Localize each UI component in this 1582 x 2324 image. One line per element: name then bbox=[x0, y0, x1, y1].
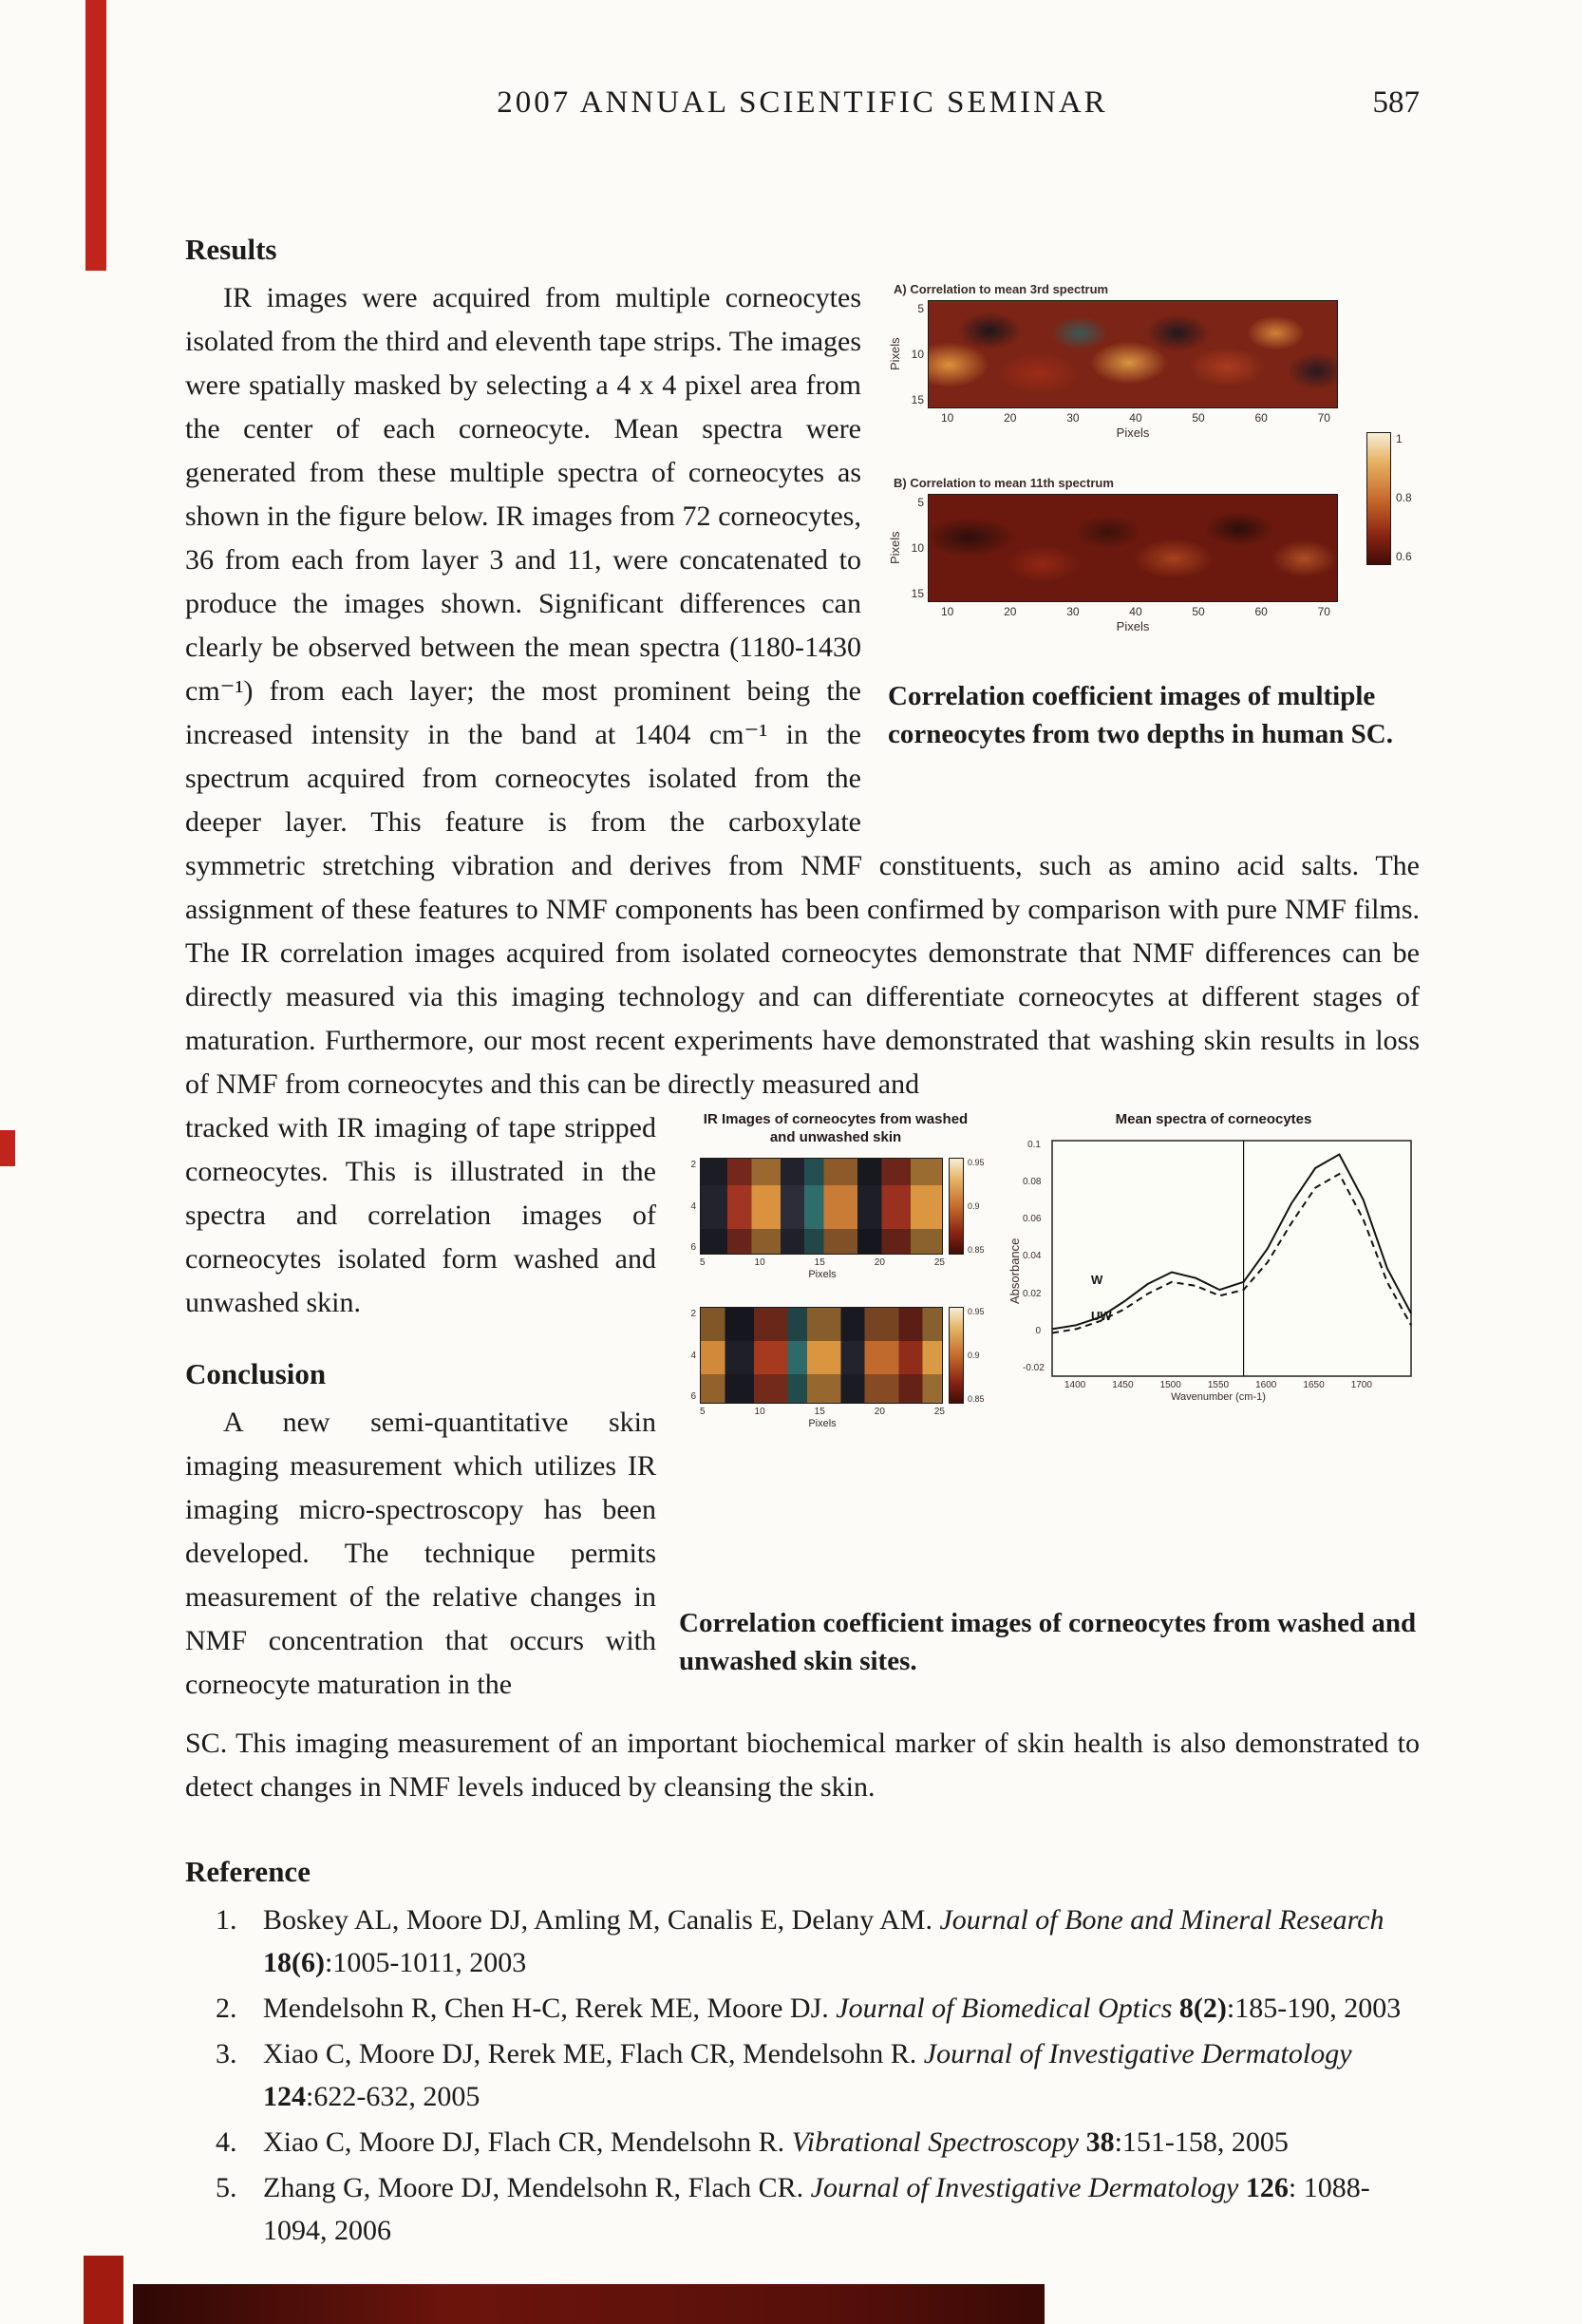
reference-pages: :622-632, 2005 bbox=[306, 2081, 480, 2112]
unwashed-colorbar bbox=[949, 1307, 964, 1404]
unwashed-colorbar-ticks bbox=[964, 1307, 992, 1404]
tick-label: -0.02 bbox=[1023, 1362, 1045, 1373]
page-header bbox=[185, 85, 1420, 121]
washed-curve-label: W bbox=[1091, 1273, 1103, 1287]
tick-label: 10 bbox=[941, 411, 954, 425]
figure1-colorbar bbox=[1366, 432, 1420, 563]
tick-label: 50 bbox=[1192, 411, 1205, 425]
reference-item bbox=[185, 1899, 1420, 1984]
reference-journal: Vibrational Spectroscopy bbox=[791, 2126, 1080, 2158]
reference-text bbox=[263, 2166, 1420, 2252]
unwashed-curve-label: UW bbox=[1091, 1309, 1112, 1323]
seminar-title: 2007 ANNUAL SCIENTIFIC SEMINAR bbox=[497, 85, 1108, 120]
tick-label: 0.04 bbox=[1023, 1251, 1042, 1262]
tick-label: 10 bbox=[754, 1407, 765, 1417]
tick-label: 20 bbox=[874, 1407, 885, 1417]
reference-volume: 18(6) bbox=[263, 1947, 325, 1978]
results-heading: Results bbox=[185, 233, 277, 266]
tick-label: 6 bbox=[690, 1242, 696, 1253]
reference-volume: 38 bbox=[1079, 2126, 1115, 2158]
reference-authors: Xiao C, Moore DJ, Flach CR, Mendelsohn R. bbox=[263, 2126, 792, 2158]
tick-label: 40 bbox=[1129, 605, 1142, 618]
tick-label: 1700 bbox=[1350, 1380, 1372, 1390]
tick-label: 0.02 bbox=[1023, 1288, 1042, 1299]
reference-text bbox=[263, 2121, 1420, 2163]
reference-pages: :151-158, 2005 bbox=[1114, 2126, 1289, 2158]
correlation-heatmap-layer11 bbox=[928, 494, 1338, 602]
panel-a-xlabel: Pixels bbox=[1116, 425, 1150, 440]
washed-colorbar bbox=[949, 1158, 964, 1255]
spectra-ylabel: Absorbance bbox=[1008, 1238, 1022, 1305]
reference-text bbox=[263, 1899, 1420, 1984]
tick-label: 25 bbox=[933, 1407, 945, 1417]
washed-strip-block bbox=[679, 1158, 992, 1280]
reference-list bbox=[185, 1899, 1420, 2252]
tick-label: 60 bbox=[1254, 605, 1268, 618]
tick-label: 0.06 bbox=[1023, 1214, 1042, 1225]
unwashed-xticks bbox=[700, 1404, 945, 1417]
reference-volume: 126 bbox=[1238, 2172, 1289, 2203]
conclusion-paragraph-full bbox=[185, 1707, 1420, 1809]
scan-artifact-red-strip bbox=[85, 0, 106, 271]
tick-label: 0.95 bbox=[968, 1307, 985, 1316]
panel-b-xlabel: Pixels bbox=[1116, 619, 1150, 633]
tick-label: 1550 bbox=[1207, 1380, 1230, 1390]
tick-label: 0.95 bbox=[968, 1158, 985, 1167]
tick-label: 1450 bbox=[1112, 1380, 1134, 1390]
reference-journal: Journal of Bone and Mineral Research bbox=[939, 1904, 1384, 1936]
tick-label: 50 bbox=[1192, 605, 1205, 618]
tick-label: 1650 bbox=[1303, 1380, 1325, 1390]
figure2-ir-images bbox=[679, 1110, 992, 1456]
ir-heatmap-washed bbox=[700, 1158, 943, 1255]
reference-pages: : 1088-1094, 2006 bbox=[263, 2172, 1370, 2246]
scan-artifact-red-dot bbox=[0, 1130, 15, 1166]
tick-label: 5 bbox=[700, 1407, 706, 1417]
reference-text bbox=[263, 2032, 1420, 2118]
results-section bbox=[185, 233, 1420, 1809]
tick-label: 4 bbox=[690, 1200, 696, 1212]
tick-label: 15 bbox=[911, 393, 924, 406]
tick-label: 1 bbox=[1396, 432, 1403, 445]
panel-b-xticks bbox=[928, 602, 1338, 618]
reference-number: 5. bbox=[216, 2172, 237, 2203]
scan-artifact-bottom-corner bbox=[84, 2256, 123, 2324]
figure-washed-unwashed bbox=[679, 1110, 1420, 1680]
reference-pages: :185-190, 2003 bbox=[1226, 1993, 1402, 2024]
tick-label: 40 bbox=[1129, 411, 1142, 425]
figure2-title-line2: and unwashed skin bbox=[769, 1129, 902, 1145]
reference-number: 2. bbox=[216, 1993, 237, 2024]
panel-a-ylabel: Pixels bbox=[888, 337, 902, 371]
ir-heatmap-unwashed bbox=[700, 1307, 943, 1404]
figure2-caption: Correlation coefficient images of corneocytes from washed and unwashed skin sites. bbox=[679, 1608, 1417, 1676]
figure2-title-line1: IR Images of corneocytes from washed bbox=[703, 1111, 969, 1127]
reference-journal: Journal of Investigative Dermatology bbox=[923, 2038, 1352, 2069]
page-content bbox=[185, 85, 1420, 2255]
tick-label: 25 bbox=[933, 1257, 945, 1268]
tick-label: 1400 bbox=[1064, 1380, 1086, 1390]
tick-label: 5 bbox=[917, 496, 924, 509]
results-paragraph-main-text: IR images were acquired from multiple corneocytes isolated from the third and eleventh tape strips. The images were spatially masked by selecting a 4 x 4 pixel area from the center of each corneocyte. Mean spectra were generated from these multiple spectra of corneocytes as shown in the figure below. IR images from 72 corneocytes, 36 from each from layer 3 and 11, were concatenated to produce the images shown. Significant differences can clearly be observed between the mean spectra (1180-1430 cm⁻¹) from each layer; the most prominent being the increased intensity in the band at 1404 cm⁻¹ in the spectrum acquired from corneocytes isolated from the deeper layer. This feature is from the carboxylate symmetric stretching vibration and derives from NMF constituents, such as amino acid salts. The assignment of these features to NMF components has been confirmed by comparison with pure NMF films. The IR correlation images acquired from isolated corneocytes demonstrate that NMF differences can be directly measured via this imaging technology and can differentiate corneocytes at different stages of maturation. Furthermore, our most recent experiments have demonstrated that washing skin results in loss of NMF from corneocytes and this can be directly measured and bbox=[185, 282, 1420, 1100]
tick-label: 70 bbox=[1317, 605, 1330, 618]
figure-correlation-two-depths bbox=[888, 282, 1420, 814]
conclusion-paragraph-text: A new semi-quantitative skin imaging measurement which utilizes IR imaging micro-spectroscopy has been developed. The technique permits measurement of the relative changes in NMF concentration that occurs with corneocyte maturation in the bbox=[185, 1407, 656, 1700]
tick-label: 10 bbox=[911, 541, 924, 555]
reference-journal: Journal of Investigative Dermatology bbox=[810, 2172, 1239, 2203]
reference-volume: 124 bbox=[263, 2081, 306, 2112]
figure1-caption: Correlation coefficient images of multiple corneocytes from two depths in human SC. bbox=[888, 681, 1393, 749]
washed-xticks bbox=[700, 1255, 945, 1268]
reference-pages: :1005-1011, 2003 bbox=[324, 1947, 527, 1978]
tick-label: 2 bbox=[690, 1160, 696, 1170]
tick-label: 30 bbox=[1066, 605, 1080, 618]
panel-a-xticks bbox=[928, 408, 1338, 425]
reference-item bbox=[185, 2121, 1420, 2163]
reference-authors: Mendelsohn R, Chen H-C, Rerek ME, Moore DJ. bbox=[263, 1993, 837, 2024]
reference-text bbox=[263, 1987, 1420, 2030]
tick-label: 1500 bbox=[1159, 1380, 1181, 1390]
reference-authors: Boskey AL, Moore DJ, Amling M, Canalis E, Delany AM. bbox=[263, 1904, 940, 1936]
tick-label: 0 bbox=[1035, 1325, 1041, 1336]
colorbar-gradient bbox=[1366, 432, 1391, 565]
mean-spectra-plot bbox=[1044, 1140, 1420, 1377]
figure1-panel-b bbox=[888, 476, 1420, 633]
reference-item bbox=[185, 2032, 1420, 2118]
correlation-heatmap-layer3 bbox=[928, 300, 1338, 408]
tick-label: 0.9 bbox=[968, 1351, 980, 1360]
tick-label: 0.85 bbox=[968, 1394, 985, 1404]
tick-label: 30 bbox=[1066, 411, 1080, 425]
results-block-1 bbox=[185, 276, 1420, 1106]
unwashed-yticks bbox=[679, 1307, 700, 1404]
washed-colorbar-ticks bbox=[964, 1158, 992, 1255]
results-paragraph-wrap-text: tracked with IR imaging of tape stripped corneocytes. This is illustrated in the spectra and correlation images of corneocytes isolated form washed and unwashed skin. bbox=[185, 1112, 656, 1318]
conclusion-paragraph-full-text: SC. This imaging measurement of an important biochemical marker of skin health is also demonstrated to detect changes in NMF levels induced by cleansing the skin. bbox=[185, 1728, 1420, 1803]
tick-label: 15 bbox=[911, 587, 924, 600]
reference-number: 4. bbox=[216, 2126, 237, 2158]
panel-a-yticks bbox=[903, 300, 928, 408]
tick-label: 0.08 bbox=[1023, 1177, 1042, 1188]
reference-number: 1. bbox=[216, 1904, 237, 1936]
tick-label: 5 bbox=[917, 302, 924, 315]
reference-authors: Xiao C, Moore DJ, Rerek ME, Flach CR, Mendelsohn R. bbox=[263, 2038, 924, 2069]
tick-label: 4 bbox=[690, 1350, 696, 1361]
reference-item bbox=[185, 2166, 1420, 2252]
results-block-2 bbox=[185, 1106, 1420, 1809]
panel-b-yticks bbox=[903, 494, 928, 602]
figure2-title bbox=[679, 1110, 992, 1146]
reference-authors: Zhang G, Moore DJ, Mendelsohn R, Flach CR. bbox=[263, 2172, 811, 2203]
tick-label: 15 bbox=[814, 1257, 825, 1268]
tick-label: 0.1 bbox=[1027, 1140, 1041, 1150]
panel-b-label: B) Correlation to mean 11th spectrum bbox=[894, 476, 1114, 490]
plot-border bbox=[1052, 1141, 1411, 1376]
figure2-spectra-panel bbox=[992, 1110, 1420, 1456]
tick-label: 2 bbox=[690, 1309, 696, 1319]
conclusion-heading: Conclusion bbox=[185, 1357, 327, 1390]
tick-label: 6 bbox=[690, 1391, 696, 1402]
tick-label: 60 bbox=[1254, 411, 1268, 425]
tick-label: 15 bbox=[814, 1407, 825, 1417]
colorbar-ticks bbox=[1391, 432, 1420, 563]
reference-number: 3. bbox=[216, 2038, 237, 2069]
tick-label: 0.6 bbox=[1396, 550, 1412, 563]
tick-label: 70 bbox=[1317, 411, 1330, 425]
reference-section bbox=[185, 1855, 1420, 2252]
tick-label: 0.85 bbox=[968, 1245, 985, 1255]
tick-label: 10 bbox=[754, 1257, 765, 1268]
unwashed-strip-block bbox=[679, 1307, 992, 1429]
reference-journal: Journal of Biomedical Optics bbox=[836, 1993, 1173, 2024]
tick-label: 5 bbox=[700, 1257, 706, 1268]
washed-xlabel: Pixels bbox=[808, 1269, 837, 1280]
spectra-xlabel: Wavenumber (cm-1) bbox=[1171, 1391, 1266, 1403]
spectra-title: Mean spectra of corneocytes bbox=[1115, 1111, 1312, 1127]
spectra-yticks bbox=[1023, 1140, 1044, 1377]
scan-artifact-bottom-bar bbox=[133, 2284, 1045, 2324]
tick-label: 20 bbox=[1004, 411, 1017, 425]
tick-label: 20 bbox=[874, 1257, 885, 1268]
page-number: 587 bbox=[1372, 85, 1420, 120]
tick-label: 10 bbox=[911, 348, 924, 361]
reference-heading: Reference bbox=[185, 1855, 311, 1888]
panel-b-ylabel: Pixels bbox=[888, 531, 902, 565]
unwashed-xlabel: Pixels bbox=[808, 1418, 837, 1429]
washed-yticks bbox=[679, 1158, 700, 1255]
panel-a-label: A) Correlation to mean 3rd spectrum bbox=[894, 282, 1109, 296]
reference-volume: 8(2) bbox=[1172, 1993, 1227, 2024]
tick-label: 10 bbox=[941, 605, 954, 618]
tick-label: 0.9 bbox=[968, 1201, 980, 1211]
tick-label: 20 bbox=[1004, 605, 1017, 618]
reference-item bbox=[185, 1987, 1420, 2030]
tick-label: 0.8 bbox=[1396, 491, 1412, 504]
spectra-xticks bbox=[1064, 1377, 1372, 1390]
tick-label: 1600 bbox=[1255, 1380, 1277, 1390]
figure1-panel-a bbox=[888, 282, 1420, 440]
